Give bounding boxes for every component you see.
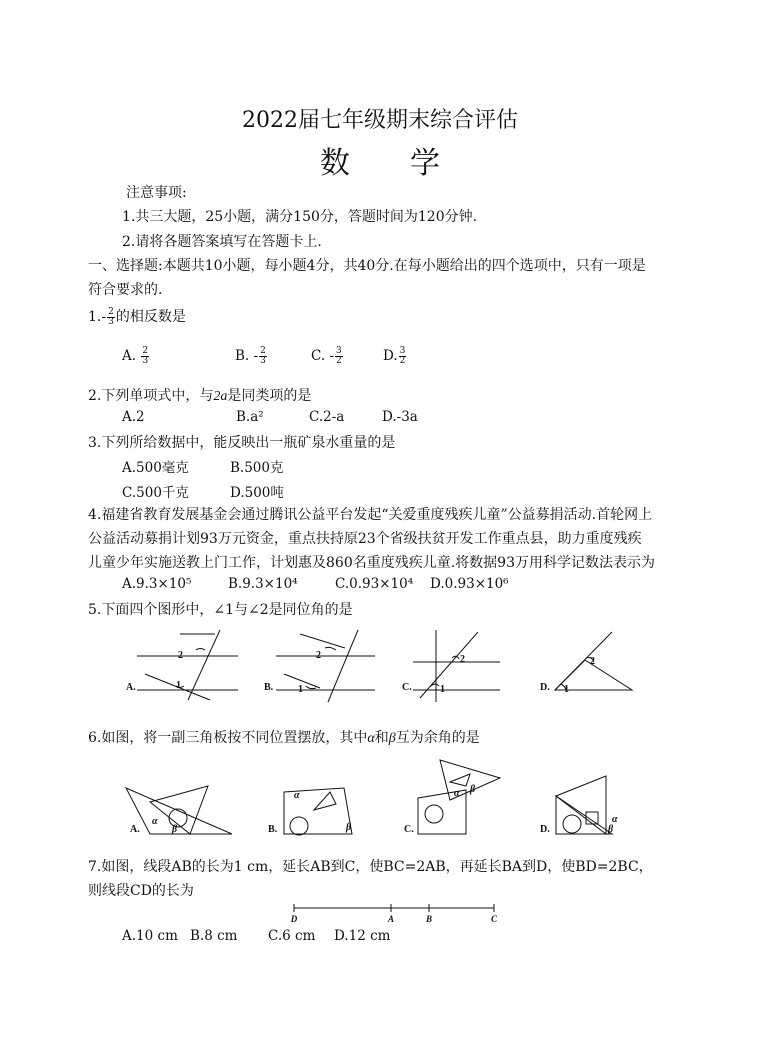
q2-option-a: A.2 (122, 409, 145, 425)
q1-option-c: C. - $\frac{3}{2}$ (311, 346, 342, 366)
q7-option-a: A.10 cm (122, 928, 178, 944)
q1-option-a: A. $\frac{2}{3}$ (122, 346, 149, 366)
q3-option-c: C.500千克 (122, 485, 189, 501)
q5-stem: 5.下面四个图形中，∠1与∠2是同位角的是 (88, 602, 353, 618)
q2-option-d: D.-3a (382, 409, 418, 425)
q6-figure-d (556, 776, 612, 834)
q1-option-b: B. - $\frac{2}{3}$ (235, 346, 266, 366)
q4-option-d: D.0.93×10⁶ (430, 576, 509, 592)
svg-text:α: α (454, 788, 460, 799)
q5-label-c: C. (402, 682, 412, 693)
q5-label-d: D. (540, 682, 550, 693)
q5-label-b: B. (264, 682, 274, 693)
q1-option-d: D. $\frac{3}{2}$ (383, 346, 406, 366)
q6-figures (0, 752, 760, 844)
notice-item-2: 2.请将各题答案填写在答题卡上. (122, 234, 322, 250)
q4-option-a: A.9.3×10⁵ (122, 576, 192, 592)
q3-option-d: D.500吨 (230, 485, 284, 501)
q6-stem: 6.如图，将一副三角板按不同位置摆放，其中α和β互为余角的是 (88, 730, 480, 746)
q7-line-2: 则线段CD的长为 (88, 883, 194, 899)
q6-label-b: B. (268, 824, 278, 835)
q4-option-b: B.9.3×10⁴ (228, 576, 298, 592)
q4-line-3: 儿童少年实施送教上门工作，计划惠及860名重度残疾儿童.将数据93万用科学记数法表示为 (88, 555, 655, 571)
q7-option-c: C.6 cm (268, 928, 316, 944)
svg-text:1: 1 (176, 680, 181, 691)
svg-text:α: α (152, 816, 158, 827)
page-title: 2022届七年级期末综合评估 (242, 108, 518, 133)
q5-figure-a (137, 630, 238, 700)
svg-text:1: 1 (298, 684, 303, 695)
q4-line-2: 公益活动募捐计划93万元资金，重点扶持原23个省级扶贫开发工作重点县，助力重度残疾 (88, 531, 642, 547)
q3-option-b: B.500克 (230, 460, 284, 476)
q7-point-c: C (490, 914, 498, 924)
q5-figure-c (413, 630, 500, 702)
q3-option-a: A.500毫克 (122, 460, 189, 476)
q4-option-c: C.0.93×10⁴ (335, 576, 414, 592)
q5-figure-b (276, 630, 375, 702)
q5-figures (0, 620, 760, 705)
q6-figure-a (126, 786, 232, 834)
q6-label-d: D. (540, 824, 550, 835)
q7-line-1: 7.如图，线段AB的长为1 cm，延长AB到C，使BC=2AB，再延长BA到D，使BD=2BC， (88, 859, 653, 875)
q7-segment-figure (0, 896, 760, 924)
q6-label-a: A. (130, 824, 140, 835)
q7-option-b: B.8 cm (190, 928, 238, 944)
svg-text:1: 1 (440, 684, 445, 695)
q7-point-a: A (387, 914, 395, 924)
q7-point-b: B (425, 914, 433, 924)
q5-label-a: A. (126, 682, 136, 693)
svg-text:2: 2 (460, 654, 465, 665)
q2-stem: 2.下列单项式中，与2a是同类项的是 (88, 388, 312, 404)
q2-option-b: B.a² (236, 409, 264, 425)
svg-text:α: α (612, 814, 618, 825)
q6-label-c: C. (404, 824, 414, 835)
svg-text:2: 2 (178, 650, 183, 661)
svg-text:2: 2 (590, 656, 595, 667)
q2-option-c: C.2-a (309, 409, 345, 425)
notice-item-1: 1.共三大题，25小题，满分150分，答题时间为120分钟. (122, 209, 478, 225)
svg-text:β: β (172, 824, 178, 835)
q4-line-1: 4.福建省教育发展基金会通过腾讯公益平台发起“关爱重度残疾儿童”公益募捐活动.首轮网上 (88, 507, 653, 523)
svg-text:2: 2 (316, 650, 321, 661)
svg-text:α: α (294, 790, 300, 801)
svg-text:1: 1 (564, 684, 569, 695)
svg-text:β: β (346, 822, 352, 833)
q7-point-d: D (290, 914, 298, 924)
section-heading-cont: 符合要求的. (88, 282, 163, 298)
q1-stem: 1.- $\frac{2}{3}$ 的相反数是 (88, 306, 186, 327)
section-heading: 一、选择题:本题共10小题，每小题4分，共40分.在每小题给出的四个选项中，只有一项是 (88, 258, 646, 274)
notice-heading: 注意事项: (126, 185, 187, 201)
svg-text:β: β (470, 784, 476, 795)
q7-option-d: D.12 cm (334, 928, 391, 944)
svg-text:β: β (608, 824, 614, 835)
subject-title: 数 学 (320, 146, 440, 181)
q3-stem: 3.下列所给数据中，能反映出一瓶矿泉水重量的是 (88, 435, 396, 451)
